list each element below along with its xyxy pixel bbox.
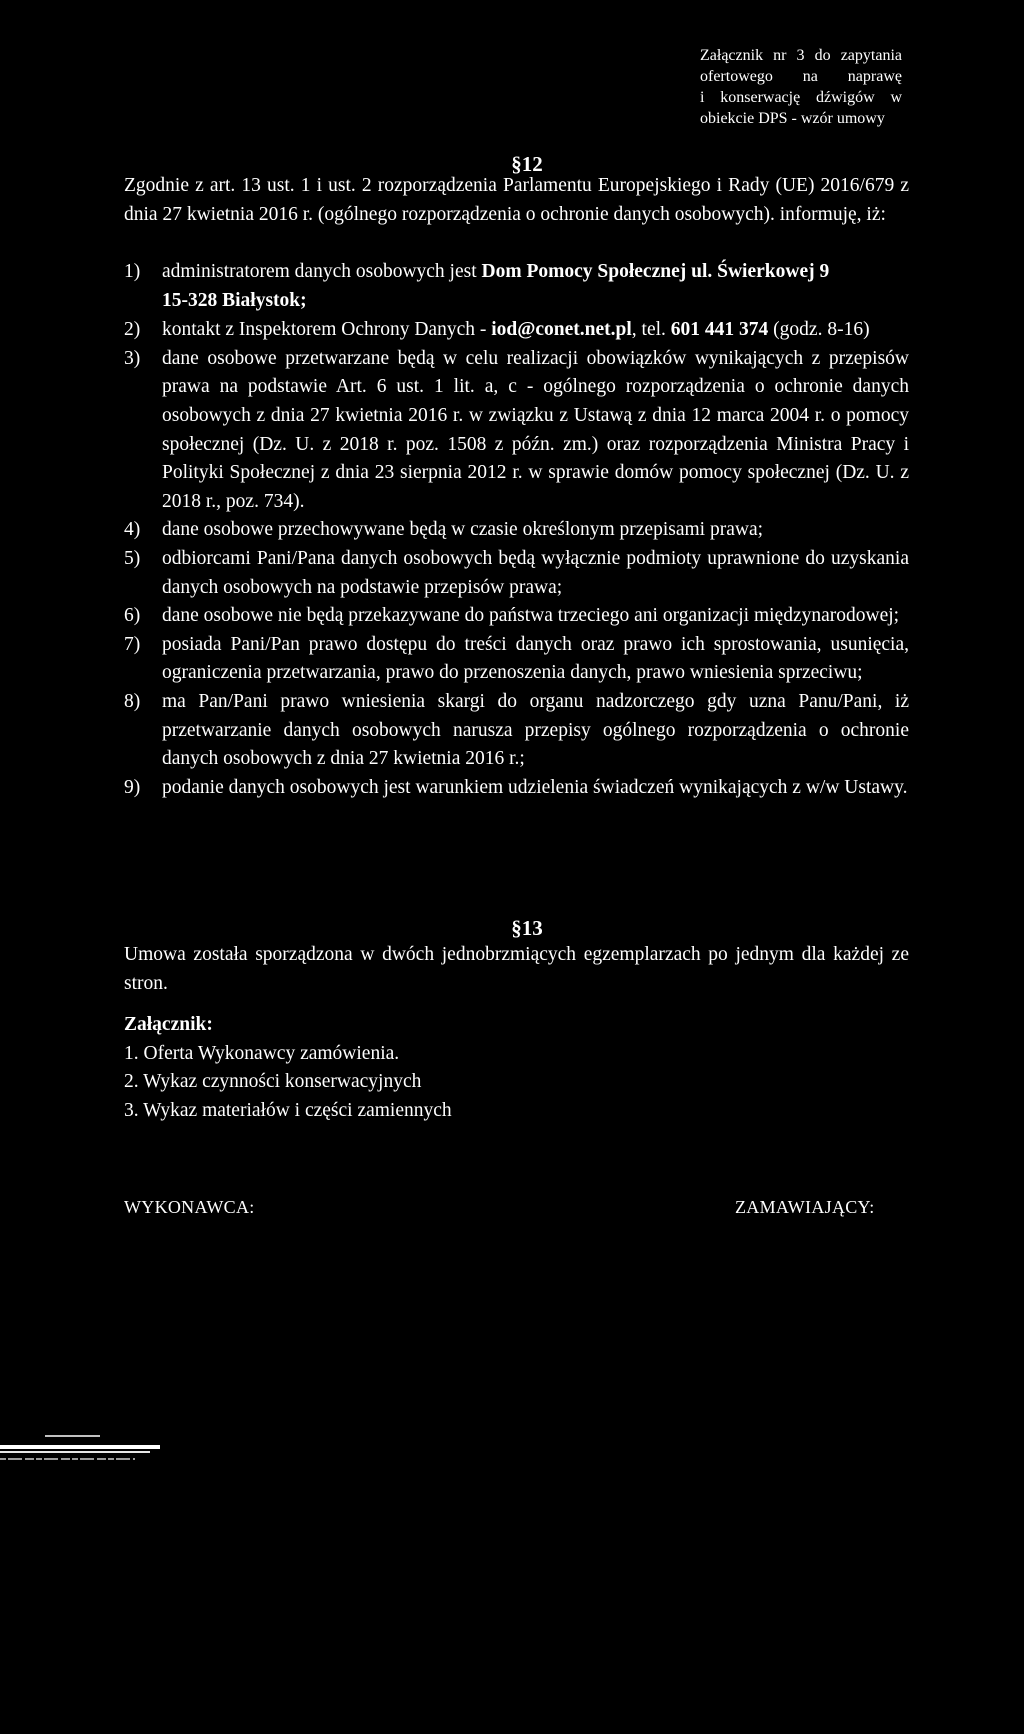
attachments-block [124,1011,452,1125]
attachment-item: 3. Wykaz materiałów i części zamiennych [124,1099,452,1121]
list-item [124,602,909,631]
administrator-name: Dom Pomocy Społecznej ul. Świerkowej 9 [481,261,830,282]
list-item-number: 4) [124,519,141,541]
list-item-text: (godz. 8-16) [768,319,870,341]
iod-email: iod@conet.net.pl [491,319,632,341]
list-item-number: 3) [124,347,141,369]
section-12-title: §12 [511,152,543,176]
list-item [124,316,909,345]
list-item-text: dane osobowe nie będą przekazywane do państwa trzeciego ani organizacji międzynarodowej; [162,605,900,627]
header-note-line: obiekcie DPS - wzór umowy [700,110,885,127]
list-item-number: 6) [124,605,141,627]
contractor-signature-label: WYKONAWCA: [124,1197,255,1217]
header-note-line: ofertowego na naprawę [700,68,902,85]
list-item-text: ma Pan/Pani prawo wniesienia skargi do organu nadzorczego gdy uzna Panu/Pani, iż przetwarzanie danych osobowych narusza przepisy ogólnego rozporządzenia o ochronie danych osobowych z dnia 27 kwietnia 2016 r.; [162,690,909,770]
list-item-number: 9) [124,776,141,798]
section-13-title: §13 [511,916,543,940]
list-item-number: 1) [124,261,141,282]
scan-artifact-lines [0,1430,170,1466]
section-12-intro: Zgodnie z art. 13 ust. 1 i ust. 2 rozporządzenia Parlamentu Europejskiego i Rady (UE) 2016/679 z dnia 27 kwietnia 2016 r. (ogólnego rozporządzenia o ochronie danych osobowych). informuję, iż: [124,175,909,225]
list-item-text: posiada Pani/Pan prawo dostępu do treści danych oraz prawo ich sprostowania, usunięcia, ograniczenia przetwarzania, prawo do przenoszenia danych, prawo wniesienia sprzeciwu; [162,633,909,684]
list-item [124,774,909,803]
list-item-text: odbiorcami Pani/Pana danych osobowych będą wyłącznie podmioty uprawnione do uzyskania danych osobowych na podstawie przepisów prawa; [162,547,909,598]
attachments-label: Załącznik: [124,1014,213,1035]
list-item-text: , tel. [631,319,671,341]
list-item [124,516,909,545]
list-item-number: 2) [124,319,141,341]
client-signature-label: ZAMAWIAJĄCY: [735,1197,875,1217]
attachment-item: 1. Oferta Wykonawcy zamówienia. [124,1042,400,1064]
attachment-header-note [700,45,902,129]
section-13-text: Umowa została sporządzona w dwóch jednobrzmiących egzemplarzach po jednym dla każdej ze stron. [124,944,909,994]
list-item [124,545,909,602]
list-item-number: 5) [124,547,141,569]
list-item [124,258,909,315]
list-item-number: 7) [124,633,141,655]
iod-phone: 601 441 374 [670,319,769,341]
gdpr-clause-list [124,258,909,802]
header-note-line: i konserwację dźwigów w [700,89,902,106]
attachment-item: 2. Wykaz czynności konserwacyjnych [124,1071,422,1092]
list-item-text: dane osobowe przechowywane będą w czasie określonym przepisami prawa; [162,519,764,541]
administrator-address: 15-328 Białystok; [162,289,307,311]
header-note-line: Załącznik nr 3 do zapytania [700,47,902,64]
list-item-number: 8) [124,690,141,712]
list-item-text: podanie danych osobowych jest warunkiem udzielenia świadczeń wynikających z w/w Ustawy. [162,776,908,798]
list-item-text: kontakt z Inspektorem Ochrony Danych - [162,319,492,341]
list-item-text: administratorem danych osobowych jest [162,261,482,282]
list-item [124,345,909,517]
list-item [124,688,909,774]
list-item-text: dane osobowe przetwarzane będą w celu realizacji obowiązków wynikających z przepisów prawa na podstawie Art. 6 ust. 1 lit. a, c - ogólnego rozporządzenia o ochronie danych osobowych z dnia 27 kwietnia 2016 r. w związku z Ustawą z dnia 12 marca 2004 r. o pomocy społecznej (Dz. U. z 2018 r. poz. 1508 z późn. zm.) oraz rozporządzenia Ministra Pracy i Polityki Społecznej z dnia 23 sierpnia 2012 r. w sprawie domów pomocy społecznej (Dz. U. z 2018 r., poz. 734). [162,347,909,512]
list-item [124,631,909,688]
